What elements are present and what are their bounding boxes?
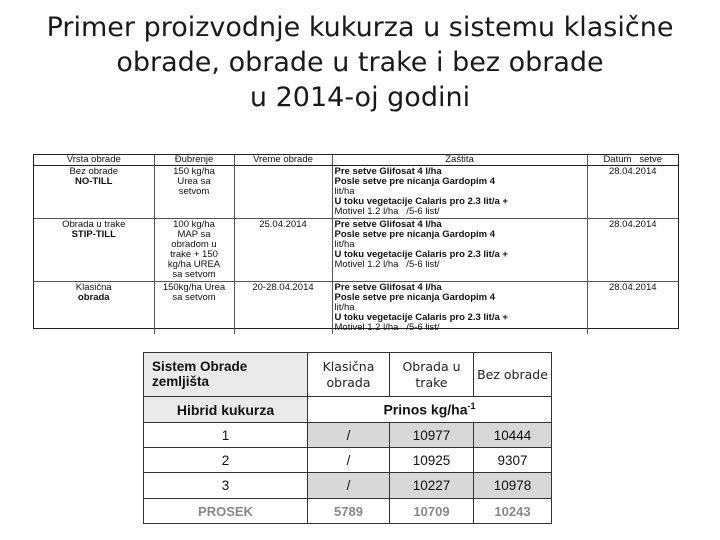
cell-hibrid: 1 <box>144 423 308 448</box>
table-row <box>144 423 552 448</box>
header-vrsta-obrade: Vrsta obrade <box>34 155 154 166</box>
header-sistem-obrade: Sistem Obrade zemljišta <box>144 353 308 397</box>
slide-title <box>0 10 720 115</box>
cell-trake: 10925 <box>390 448 474 473</box>
cell-bez: 9307 <box>474 448 552 473</box>
cell-bez: 10978 <box>474 473 552 499</box>
cell-trake: 10977 <box>390 423 474 448</box>
cell-klasicna: / <box>308 423 390 448</box>
table-row <box>34 282 678 335</box>
table-row <box>144 473 552 499</box>
header-dubrenje: Đubrenje <box>154 155 234 166</box>
title-line-2: obrade, obrade u trake i bez obrade <box>116 47 604 78</box>
header-klasicna-obrada: Klasična obrada <box>308 353 390 397</box>
cell-hibrid: 2 <box>144 448 308 473</box>
cell-zastita: Pre setve Glifosat 4 l/ha Posle setve pre nicanja Gardopim 4 lit/ha U toku vegetacije Calaris pro 2.3 lit/a + Motivel 1.2 l/ha /5-6 list/ <box>332 166 587 219</box>
title-line-1: Primer proizvodnje kukurza u sistemu klasične <box>46 12 674 43</box>
cell-vreme <box>234 166 332 219</box>
cell-vreme: 25.04.2014 <box>234 219 332 282</box>
cell-datum: 28.04.2014 <box>587 282 678 335</box>
cell-prosek-bez: 10243 <box>474 499 552 524</box>
cell-bez: 10444 <box>474 423 552 448</box>
cell-trake: 10227 <box>390 473 474 499</box>
treatment-table <box>33 154 679 333</box>
cell-zastita: Pre setve Glifosat 4 l/ha Posle setve pre nicanja Gardopim 4 lit/ha U toku vegetacije Calaris pro 2.3 lit/a + Motivel 1.2 l/ha /5-6 list/ <box>332 282 587 335</box>
header-prinos: Prinos $kg/ha^{-1}$ <box>308 397 552 423</box>
cell-zastita: Pre setve Glifosat 4 l/ha Posle setve pre nicanja Gardopim 4 lit/ha U toku vegetacije Calaris pro 2.3 lit/a + Motivel 1.2 l/ha /5-6 list/ <box>332 219 587 282</box>
cell-vrsta: Klasična obrada <box>34 282 154 335</box>
header-bez-obrade: Bez obrade <box>474 353 552 397</box>
table-row <box>34 166 678 219</box>
cell-hibrid: 3 <box>144 473 308 499</box>
cell-vrsta: Obrada u trake STIP-TILL <box>34 219 154 282</box>
cell-prosek-label: PROSEK <box>144 499 308 524</box>
cell-vrsta: Bez obrade NO-TILL <box>69 166 119 187</box>
title-line-3: u 2014-oj godini <box>249 82 471 113</box>
yield-table <box>143 352 552 524</box>
header-datum-setve: Datum setve <box>587 155 678 166</box>
cell-prosek-klasicna: 5789 <box>308 499 390 524</box>
cell-dubrenje: 100 kg/ha MAP sa obradom u trake + 150 kg/ha UREA sa setvom <box>154 219 234 282</box>
cell-vreme: 20-28.04.2014 <box>234 282 332 335</box>
cell-dubrenje: 150kg/ha Urea sa setvom <box>154 282 234 335</box>
cell-klasicna: / <box>308 448 390 473</box>
cell-dubrenje: 150 kg/ha Urea sa setvom <box>154 166 234 219</box>
header-obrada-u-trake: Obrada u trake <box>390 353 474 397</box>
table-row <box>144 448 552 473</box>
cell-datum: 28.04.2014 <box>587 166 678 219</box>
table-row <box>34 219 678 282</box>
header-hibrid-kukurza: Hibrid kukurza <box>144 397 308 423</box>
cell-prosek-trake: 10709 <box>390 499 474 524</box>
cell-klasicna: / <box>308 473 390 499</box>
cell-datum: 28.04.2014 <box>587 219 678 282</box>
header-vreme-obrade: Vreme obrade <box>234 155 332 166</box>
header-zastita: Zaštita <box>332 155 587 166</box>
prosek-row <box>144 499 552 524</box>
